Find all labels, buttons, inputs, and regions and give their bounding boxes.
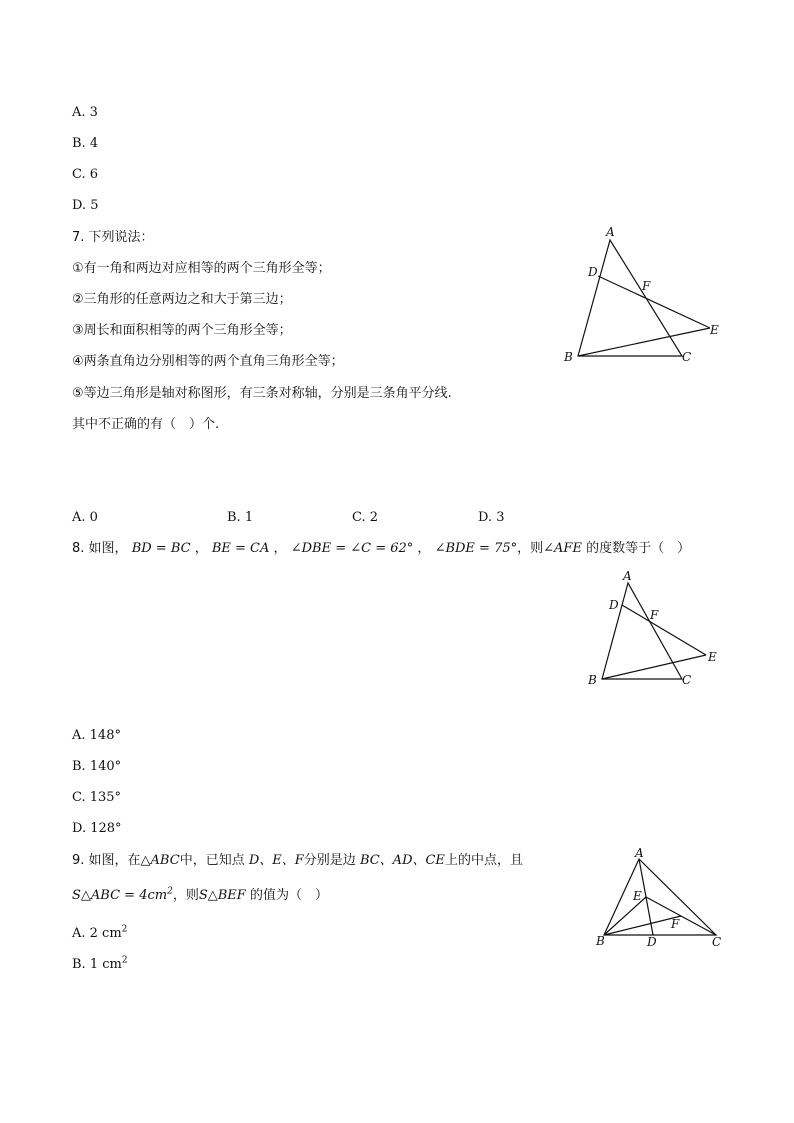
- q9-mid-a: 中，已知点: [179, 853, 245, 868]
- q9-sides: BC、AD、CE: [359, 853, 445, 868]
- q8-option-b: B. 140°: [72, 759, 122, 774]
- q7-option-a: A. 0: [72, 510, 98, 525]
- q8-sep-3: ，: [417, 541, 431, 556]
- q7-label-c: C: [682, 350, 692, 364]
- q8-condition-1: BD = BC: [131, 541, 191, 556]
- q7-option-b: B. 1: [227, 510, 254, 525]
- q9-triangle: △ABC: [140, 853, 180, 868]
- q8-label-a: A: [623, 569, 632, 583]
- q7-statement-2: ②三角形的任意两边之和大于第三边；: [72, 292, 292, 307]
- q7-label-e: E: [710, 323, 719, 337]
- q6-option-a: A. 3: [72, 105, 98, 120]
- q8-target-angle: ∠AFE: [543, 541, 582, 556]
- q7-segment-de: [598, 276, 710, 328]
- q9-area-target: S△BEF: [198, 888, 246, 903]
- q9-triangle-abc: [604, 859, 716, 935]
- q7-label-b: B: [564, 350, 573, 364]
- q9-label-d: D: [647, 935, 657, 949]
- q8-label-b: B: [588, 673, 597, 687]
- q7-label-a: A: [606, 225, 615, 239]
- q8-label-e: E: [708, 650, 717, 664]
- q9-prefix: 9. 如图，在: [72, 853, 141, 868]
- q7-statement-4: ④两条直角边分别相等的两个直角三角形全等；: [72, 354, 344, 369]
- q7-stem: 7. 下列说法：: [72, 230, 154, 245]
- q8-stem: [72, 540, 690, 558]
- q7-statement-5: ⑤等边三角形是轴对称图形，有三条对称轴，分别是三条角平分线.: [72, 386, 452, 401]
- q8-suffix-b: 的度数等于（ ）: [586, 541, 691, 556]
- q9-figure: [592, 848, 732, 956]
- q8-figure: [584, 569, 734, 691]
- q9-mid-b: 分别是边: [303, 853, 356, 868]
- q6-option-d: D. 5: [72, 198, 99, 213]
- q8-option-d: D. 128°: [72, 821, 122, 836]
- q9-suffix: 的值为（ ）: [249, 888, 328, 903]
- q9-area-given-exp: 2: [167, 886, 173, 897]
- q7-statement-3: ③周长和面积相等的两个三角形全等；: [72, 323, 292, 338]
- q7-question: 其中不正确的有（ ）个.: [72, 417, 220, 432]
- q8-suffix-a: ，则: [517, 541, 544, 556]
- q9-option-a-text: A. 2 cm: [72, 926, 122, 941]
- q7-option-c: C. 2: [352, 510, 379, 525]
- q8-label-c: C: [682, 673, 692, 687]
- q9-label-b: B: [596, 934, 605, 948]
- q9-option-b-text: B. 1 cm: [72, 957, 122, 972]
- q8-sep-1: ，: [194, 541, 208, 556]
- q9-label-a: A: [635, 846, 644, 860]
- q8-condition-3: ∠DBE = ∠C = 62°: [290, 541, 414, 556]
- q7-option-d: D. 3: [478, 510, 505, 525]
- q9-label-f: F: [671, 917, 680, 931]
- q8-prefix: 8. 如图，: [72, 541, 128, 556]
- q7-figure: [558, 225, 728, 368]
- q7-label-d: D: [588, 265, 598, 279]
- q9-area-given: S△ABC = 4cm: [72, 888, 168, 903]
- q8-label-f: F: [650, 608, 659, 622]
- q9-points: D、E、F: [248, 853, 304, 868]
- q8-option-a: A. 148°: [72, 728, 121, 743]
- q9-mid-c: 上的中点，且: [444, 853, 523, 868]
- q9-option-a: [72, 925, 127, 943]
- q8-sep-2: ，: [273, 541, 287, 556]
- q6-option-b: B. 4: [72, 136, 99, 151]
- q9-stem-line-2: [72, 887, 328, 905]
- q9-mid-d: ，则: [172, 888, 199, 903]
- q7-label-f: F: [642, 279, 651, 293]
- q7-triangle-abc: [578, 240, 682, 356]
- q9-option-a-exp: 2: [121, 924, 128, 935]
- q9-stem-line-1: [72, 852, 523, 870]
- q9-segment-bf: [604, 916, 681, 935]
- q9-label-e: E: [633, 889, 642, 903]
- q8-condition-2: BE = CA: [211, 541, 270, 556]
- q6-option-c: C. 6: [72, 167, 99, 182]
- q9-option-b: [72, 956, 128, 974]
- q9-label-c: C: [712, 935, 722, 949]
- q8-option-c: C. 135°: [72, 790, 122, 805]
- q7-statement-1: ①有一角和两边对应相等的两个三角形全等；: [72, 261, 331, 276]
- q8-condition-4: ∠BDE = 75°: [434, 541, 518, 556]
- q8-label-d: D: [609, 598, 619, 612]
- q9-option-b-exp: 2: [121, 955, 128, 966]
